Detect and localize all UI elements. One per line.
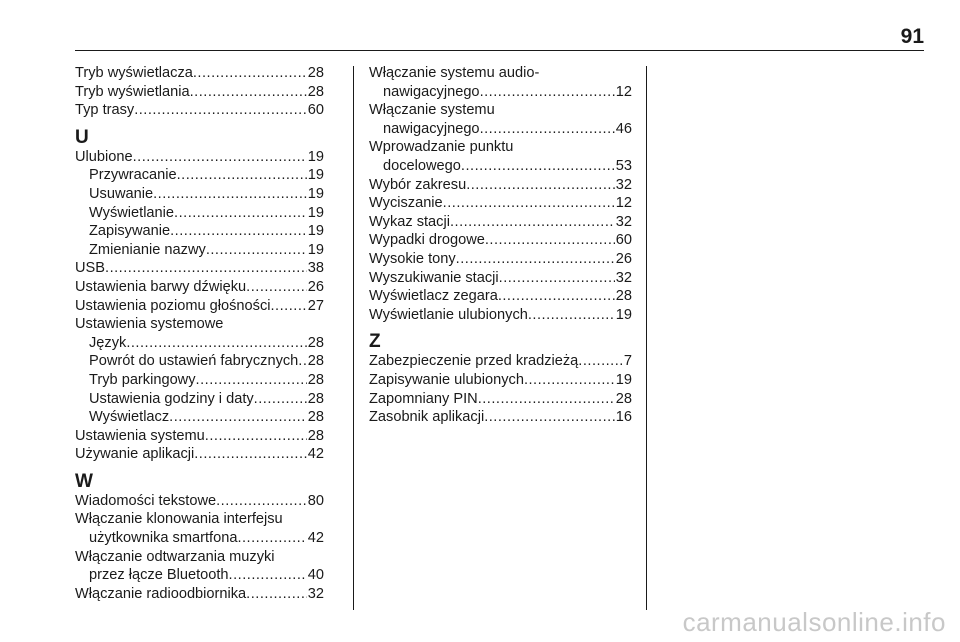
entry-label: Włączanie radioodbiornika — [75, 585, 247, 602]
entry-label: Wiadomości tekstowe — [75, 492, 217, 509]
dot-leader — [246, 585, 307, 604]
dot-leader — [170, 222, 307, 241]
entry-label: Zmienianie nazwy — [89, 241, 206, 258]
entry-label: Zapomniany PIN — [369, 390, 478, 407]
index-subentry — [75, 241, 324, 260]
entry-label: Powrót do ustawień fabrycznych — [89, 353, 299, 370]
dot-leader — [524, 371, 615, 390]
dot-leader — [177, 166, 307, 185]
index-entry — [369, 213, 632, 232]
entry-page-number: 46 — [615, 120, 632, 137]
entry-label: Zasobnik aplikacji — [369, 409, 485, 426]
index-entry — [369, 390, 632, 409]
dot-leader — [169, 408, 307, 427]
index-subentry — [75, 185, 324, 204]
index-entry — [75, 259, 324, 278]
index-subentry — [75, 408, 324, 427]
entry-label: Wyświetlacz — [89, 409, 170, 426]
index-column-left — [75, 64, 324, 603]
dot-leader — [578, 352, 623, 371]
index-entry — [369, 250, 632, 269]
entry-page-number: 32 — [615, 213, 632, 230]
index-entry-heading: Ustawienia systemowe — [75, 316, 224, 333]
entry-page-number: 32 — [307, 585, 324, 602]
entry-label: Ustawienia godziny i daty — [89, 390, 254, 407]
entry-label: Przywracanie — [89, 167, 177, 184]
entry-label: Wyświetlanie ulubionych — [369, 306, 528, 323]
entry-page-number: 42 — [307, 446, 324, 463]
dot-leader — [484, 408, 615, 427]
dot-leader — [196, 371, 307, 390]
entry-label: USB — [75, 260, 106, 277]
entry-page-number: 28 — [307, 83, 324, 100]
dot-leader — [298, 352, 306, 371]
column-divider-right — [646, 66, 647, 610]
dot-leader — [271, 297, 307, 316]
index-entry — [75, 148, 324, 167]
index-subentry — [75, 204, 324, 223]
entry-label: Zabezpieczenie przed kradzieżą — [369, 353, 579, 370]
index-entry — [75, 445, 324, 464]
dot-leader — [478, 390, 615, 409]
index-subentry — [75, 566, 324, 585]
entry-label: Wyciszanie — [369, 195, 443, 212]
header-rule — [75, 50, 924, 51]
dot-leader — [450, 213, 615, 232]
entry-label: Używanie aplikacji — [75, 446, 195, 463]
dot-leader — [499, 269, 615, 288]
entry-label: Zapisywanie ulubionych — [369, 371, 524, 388]
entry-page-number: 60 — [615, 232, 632, 249]
dot-leader — [246, 278, 307, 297]
entry-label: Wybór zakresu — [369, 176, 467, 193]
dot-leader — [206, 241, 307, 260]
entry-page-number: 28 — [307, 334, 324, 351]
dot-leader — [461, 157, 615, 176]
index-subentry — [75, 390, 324, 409]
entry-page-number: 80 — [307, 492, 324, 509]
column-divider — [353, 66, 354, 610]
index-entry-heading: Włączanie systemu audio- — [369, 65, 540, 81]
entry-label: Wyszukiwanie stacji — [369, 269, 499, 286]
entry-page-number: 26 — [307, 278, 324, 295]
entry-label: Tryb wyświetlacza — [75, 65, 193, 81]
dot-leader — [216, 492, 307, 511]
entry-page-number: 28 — [307, 65, 324, 81]
entry-page-number: 28 — [615, 390, 632, 407]
entry-label: nawigacyjnego — [383, 120, 480, 137]
entry-label: użytkownika smartfona — [89, 530, 238, 547]
index-entry — [369, 176, 632, 195]
index-subentry — [75, 529, 324, 548]
index-entry — [75, 297, 324, 316]
entry-page-number: 19 — [307, 185, 324, 202]
entry-label: Typ trasy — [75, 102, 135, 119]
index-entry — [75, 83, 324, 102]
entry-page-number: 19 — [307, 241, 324, 258]
index-entry — [75, 585, 324, 604]
entry-label: przez łącze Bluetooth — [89, 567, 229, 584]
entry-page-number: 19 — [307, 148, 324, 165]
entry-page-number: 19 — [615, 306, 632, 323]
entry-page-number: 19 — [615, 371, 632, 388]
dot-leader — [153, 185, 307, 204]
dot-leader — [134, 101, 307, 120]
entry-page-number: 28 — [307, 409, 324, 426]
index-entry — [75, 492, 324, 511]
entry-page-number: 38 — [307, 260, 324, 277]
index-letter-heading: U — [75, 126, 89, 148]
entry-page-number: 40 — [307, 567, 324, 584]
entry-page-number: 19 — [307, 223, 324, 240]
entry-label: Usuwanie — [89, 185, 154, 202]
index-entry — [75, 64, 324, 83]
index-letter-heading: Z — [369, 331, 381, 353]
dot-leader — [193, 64, 307, 83]
watermark: carmanualsonline.info — [682, 607, 946, 637]
index-entry-heading: Włączanie systemu — [369, 102, 495, 119]
entry-page-number: 42 — [307, 530, 324, 547]
index-subentry — [369, 120, 632, 139]
index-subentry — [75, 166, 324, 185]
entry-page-number: 19 — [307, 167, 324, 184]
dot-leader — [443, 194, 615, 213]
index-entry — [369, 194, 632, 213]
entry-label: Wykaz stacji — [369, 213, 450, 230]
index-entry-heading: Wprowadzanie punktu — [369, 139, 514, 156]
entry-page-number: 28 — [307, 371, 324, 388]
dot-leader — [174, 204, 307, 223]
dot-leader — [466, 176, 615, 195]
entry-page-number: 28 — [307, 427, 324, 444]
entry-page-number: 32 — [615, 269, 632, 286]
entry-page-number: 12 — [615, 195, 632, 212]
entry-page-number: 7 — [623, 353, 632, 370]
entry-label: Wyświetlanie — [89, 204, 175, 221]
entry-label: Tryb wyświetlania — [75, 83, 190, 100]
entry-label: Wyświetlacz zegara — [369, 288, 498, 305]
dot-leader — [194, 445, 307, 464]
index-subentry — [369, 83, 632, 102]
index-subentry — [75, 222, 324, 241]
entry-label: nawigacyjnego — [383, 83, 480, 100]
dot-leader — [498, 287, 615, 306]
dot-leader — [190, 83, 307, 102]
dot-leader — [528, 306, 615, 325]
index-entry — [369, 287, 632, 306]
index-entry — [369, 231, 632, 250]
entry-page-number: 28 — [615, 288, 632, 305]
dot-leader — [133, 148, 307, 167]
entry-label: Zapisywanie — [89, 223, 171, 240]
dot-leader — [480, 83, 615, 102]
index-entry — [75, 101, 324, 120]
dot-leader — [237, 529, 306, 548]
page-number: 91 — [900, 25, 924, 48]
index-subentry — [75, 352, 324, 371]
entry-page-number: 26 — [615, 250, 632, 267]
entry-label: Ulubione — [75, 148, 133, 165]
index-entry — [369, 306, 632, 325]
entry-label: docelowego — [383, 157, 461, 174]
index-subentry — [75, 371, 324, 390]
index-entry — [369, 352, 632, 371]
index-entry — [75, 427, 324, 446]
entry-page-number: 28 — [307, 353, 324, 370]
entry-page-number: 53 — [615, 157, 632, 174]
entry-label: Język — [89, 334, 127, 351]
index-subentry — [75, 334, 324, 353]
entry-label: Wysokie tony — [369, 250, 456, 267]
entry-label: Ustawienia poziomu głośności — [75, 297, 271, 314]
index-entry-heading: Włączanie klonowania interfejsu — [75, 511, 283, 528]
entry-label: Ustawienia barwy dźwięku — [75, 278, 247, 295]
entry-page-number: 16 — [615, 409, 632, 426]
entry-label: Wypadki drogowe — [369, 232, 485, 249]
entry-page-number: 12 — [615, 83, 632, 100]
entry-page-number: 60 — [307, 102, 324, 119]
entry-page-number: 27 — [307, 297, 324, 314]
entry-page-number: 28 — [307, 390, 324, 407]
entry-label: Ustawienia systemu — [75, 427, 205, 444]
dot-leader — [480, 120, 615, 139]
dot-leader — [254, 390, 307, 409]
entry-page-number: 19 — [307, 204, 324, 221]
index-entry-heading: Włączanie odtwarzania muzyki — [75, 548, 275, 565]
index-column-right — [369, 64, 632, 427]
index-entry — [369, 269, 632, 288]
dot-leader — [485, 231, 615, 250]
dot-leader — [456, 250, 615, 269]
dot-leader — [126, 334, 306, 353]
index-letter-heading: W — [75, 470, 93, 492]
dot-leader — [105, 259, 307, 278]
dot-leader — [205, 427, 307, 446]
index-entry — [369, 408, 632, 427]
index-entry — [369, 371, 632, 390]
index-subentry — [369, 157, 632, 176]
index-entry — [75, 278, 324, 297]
dot-leader — [229, 566, 307, 585]
entry-label: Tryb parkingowy — [89, 371, 196, 388]
entry-page-number: 32 — [615, 176, 632, 193]
